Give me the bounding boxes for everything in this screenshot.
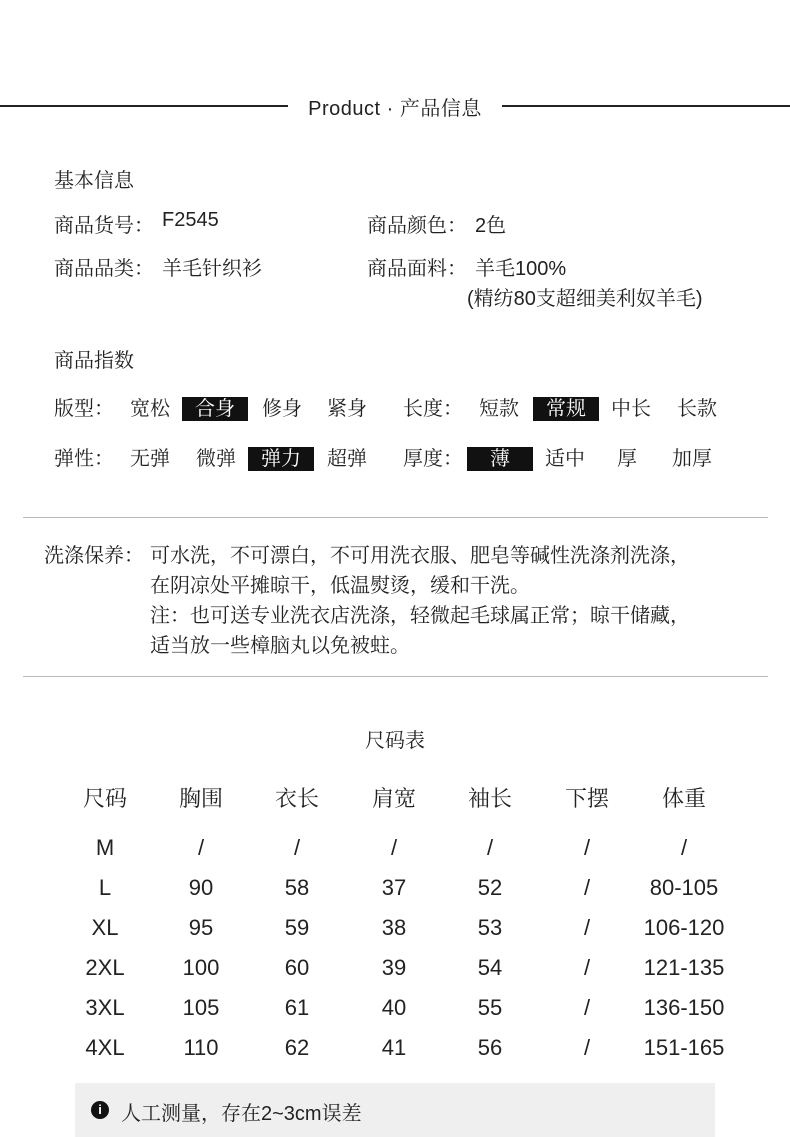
length-option-long: 长款: [677, 398, 717, 420]
basic-info-heading: 基本信息: [54, 170, 134, 192]
divider-bottom: [23, 676, 768, 677]
size-header-cell: 下摆: [564, 786, 609, 811]
fabric-label: 商品面料：: [367, 258, 467, 280]
care-line-4: 适当放一些樟脑丸以免被蛀。: [150, 635, 410, 657]
fit-label: 版型：: [54, 398, 114, 420]
elastic-option-none: 无弹: [130, 448, 170, 470]
size-header-cell: 尺码: [82, 786, 127, 811]
fit-option-regular-selected: 合身: [182, 397, 248, 421]
size-cell: 39: [381, 955, 407, 980]
size-cell: 61: [284, 995, 310, 1020]
care-line-3: 注：也可送专业洗衣店洗涤，轻微起毛球属正常；晾干储藏，: [150, 605, 690, 627]
fit-option-loose: 宽松: [130, 398, 170, 420]
thickness-option-medium: 适中: [545, 448, 585, 470]
size-cell: L: [98, 875, 112, 900]
care-line-1: 可水洗，不可漂白，不可用洗衣服、肥皂等碱性洗涤剂洗涤，: [150, 545, 690, 567]
fabric-note: (精纺80支超细美利奴羊毛): [467, 288, 703, 310]
measurement-note: [75, 1083, 715, 1137]
size-cell: /: [680, 835, 688, 860]
size-cell: 3XL: [85, 995, 125, 1020]
thickness-option-thin-selected: 薄: [467, 447, 533, 471]
care-label: 洗涤保养：: [44, 545, 144, 567]
size-cell: 151-165: [643, 1035, 725, 1060]
size-cell: 56: [477, 1035, 503, 1060]
elastic-option-slight: 微弹: [196, 448, 236, 470]
size-cell: 60: [284, 955, 310, 980]
divider-top: [23, 517, 768, 518]
size-cell: 80-105: [649, 875, 719, 900]
size-cell: 4XL: [85, 1035, 125, 1060]
item-no-label: 商品货号：: [54, 215, 154, 237]
elastic-option-stretch-selected: 弹力: [248, 447, 314, 471]
size-cell: 121-135: [643, 955, 725, 980]
item-no-value: F2545: [162, 209, 219, 231]
size-cell: 106-120: [643, 915, 725, 940]
size-cell: M: [95, 835, 115, 860]
size-cell: 95: [188, 915, 214, 940]
elastic-label: 弹性：: [54, 448, 114, 470]
elastic-option-super: 超弹: [327, 448, 367, 470]
size-cell: 52: [477, 875, 503, 900]
length-label: 长度：: [403, 398, 463, 420]
length-option-short: 短款: [479, 398, 519, 420]
size-cell: 38: [381, 915, 407, 940]
size-cell: /: [583, 915, 591, 940]
size-cell: 37: [381, 875, 407, 900]
fit-option-tight: 紧身: [327, 398, 367, 420]
size-cell: 40: [381, 995, 407, 1020]
size-cell: 54: [477, 955, 503, 980]
size-cell: 90: [188, 875, 214, 900]
category-value: 羊毛针织衫: [162, 258, 262, 280]
size-cell: /: [293, 835, 301, 860]
size-header-cell: 体重: [661, 786, 706, 811]
index-heading: 商品指数: [54, 350, 134, 372]
size-cell: 100: [182, 955, 220, 980]
size-cell: XL: [91, 915, 119, 940]
size-cell: 59: [284, 915, 310, 940]
size-cell: /: [486, 835, 494, 860]
thickness-option-extra-thick: 加厚: [672, 448, 712, 470]
size-cell: /: [197, 835, 205, 860]
measurement-note-text: 人工测量，存在2~3cm误差: [121, 1103, 362, 1125]
size-cell: /: [583, 955, 591, 980]
size-cell: 136-150: [643, 995, 725, 1020]
color-label: 商品颜色：: [367, 215, 467, 237]
page-title: Product · 产品信息: [308, 98, 482, 120]
size-cell: 2XL: [85, 955, 125, 980]
length-option-mid: 中长: [611, 398, 651, 420]
size-cell: /: [583, 875, 591, 900]
size-cell: 53: [477, 915, 503, 940]
thickness-label: 厚度：: [403, 448, 463, 470]
size-header-cell: 袖长: [467, 786, 512, 811]
size-chart-title: 尺码表: [365, 730, 425, 752]
size-cell: 110: [183, 1035, 219, 1060]
size-cell: /: [583, 1035, 591, 1060]
size-header-cell: 肩宽: [371, 786, 416, 811]
thickness-option-thick: 厚: [617, 448, 637, 470]
size-cell: 58: [284, 875, 310, 900]
size-cell: 41: [381, 1035, 407, 1060]
size-header-cell: 衣长: [274, 786, 319, 811]
length-option-regular-selected: 常规: [533, 397, 599, 421]
size-cell: 105: [182, 995, 220, 1020]
size-cell: /: [583, 835, 591, 860]
size-cell: 55: [477, 995, 503, 1020]
fit-option-slim: 修身: [262, 398, 302, 420]
info-icon: i: [91, 1101, 109, 1119]
size-header-cell: 胸围: [178, 786, 223, 811]
size-cell: 62: [284, 1035, 310, 1060]
color-value: 2色: [475, 215, 507, 237]
size-cell: /: [583, 995, 591, 1020]
care-line-2: 在阴凉处平摊晾干，低温熨烫，缓和干洗。: [150, 575, 530, 597]
size-cell: /: [390, 835, 398, 860]
category-label: 商品品类：: [54, 258, 154, 280]
fabric-value: 羊毛100%: [475, 258, 567, 280]
